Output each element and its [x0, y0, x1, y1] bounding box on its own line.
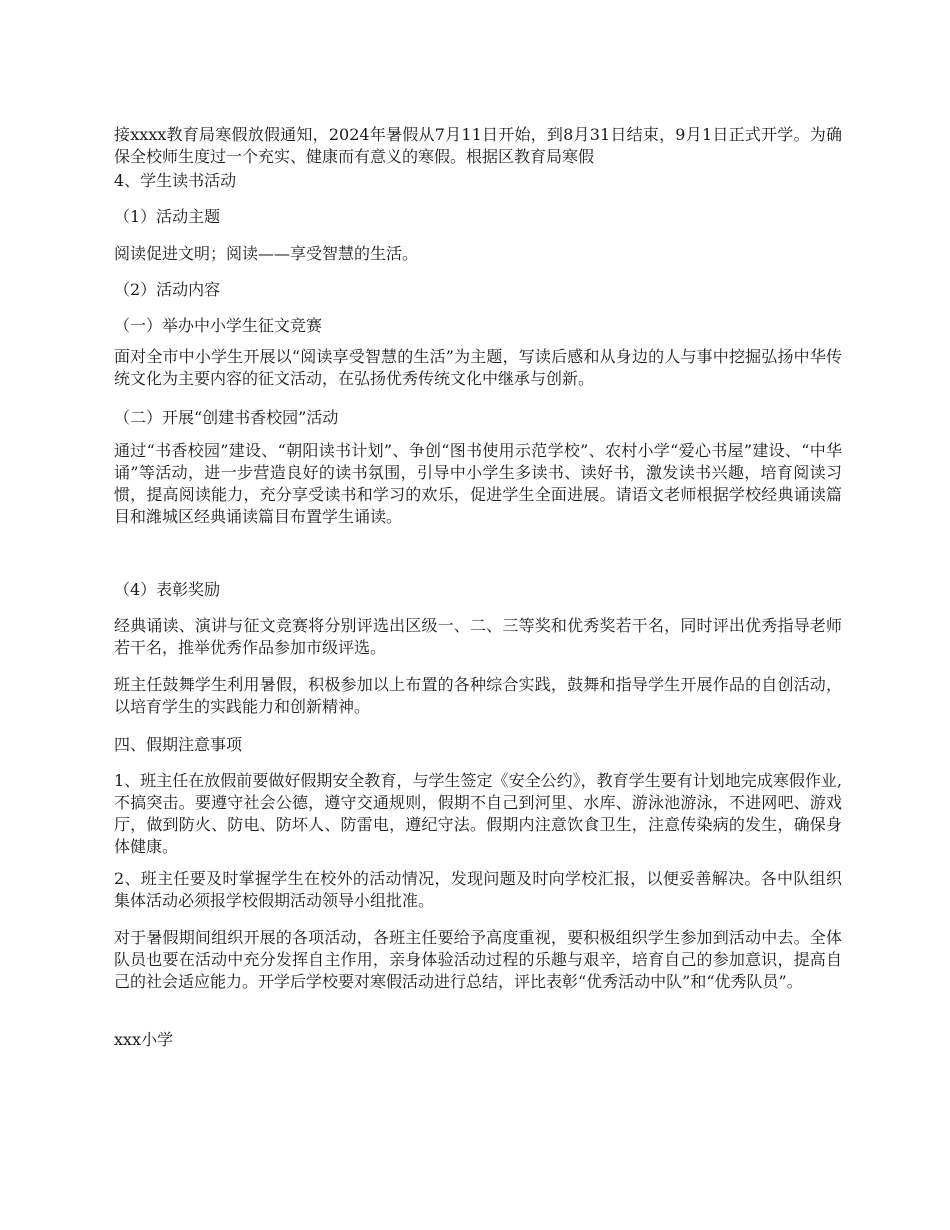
book-campus-paragraph: 通过“书香校园”建设、“朝阳读书计划”、争创“图书使用示范学校”、农村小学“爱心书屋”建设、“中华诵”等活动，进一步营造良好的读书氛围，引导中小学生多读书、读好书，激发读书兴趣，培育阅读习惯，提高阅读能力，充分享受读书和学习的欢乐，促进学生全面进展。请语文老师根据学校经典诵读篇目和潍城区经典诵读篇目布置学生诵读。 — [114, 441, 842, 526]
note-1-paragraph: 1、班主任在放假前要做好假期安全教育，与学生签定《安全公约》，教育学生要有计划地完成寒假作业,不搞突击。要遵守社会公德，遵守交通规则，假期不自己到河里、水库、游泳池游泳，不进网吧、游戏厅，做到防火、防电、防坏人、防雷电，遵纪守法。假期内注意饮食卫生，注意传染病的发生，确保身体健康。 — [114, 771, 842, 856]
practice-paragraph: 班主任鼓舞学生利用暑假，积极参加以上布置的各种综合实践，鼓舞和指导学生开展作品的自创活动，以培育学生的实践能力和创新精神。 — [114, 675, 842, 716]
subheading-activity-theme: （1）活动主题 — [114, 207, 221, 226]
intro-paragraph: 接xxxx教育局寒假放假通知，2024年暑假从7月11日开始，到8月31日结束，9月1日正式开学。为确保全校师生度过一个充实、健康而有意义的寒假。根据区教育局寒假 — [114, 125, 842, 166]
section-heading-holiday-notes: 四、假期注意事项 — [114, 735, 243, 754]
signature-school-name: xxx小学 — [114, 1030, 174, 1049]
section-heading-reading-activity: 4、学生读书活动 — [114, 171, 237, 190]
note-2-paragraph: 2、班主任要及时掌握学生在校外的活动情况，发现问题及时向学校汇报，以便妥善解决。各中队组织集体活动必须报学校假期活动领导小组批准。 — [114, 869, 842, 910]
essay-contest-paragraph: 面对全市中小学生开展以“阅读享受智慧的生活”为主题，写读后感和从身边的人与事中挖掘弘扬中华传统文化为主要内容的征文活动，在弘扬优秀传统文化中继承与创新。 — [114, 347, 842, 388]
theme-paragraph: 阅读促进文明；阅读——享受智慧的生活。 — [114, 244, 419, 263]
awards-paragraph: 经典诵读、演讲与征文竞赛将分别评选出区级一、二、三等奖和优秀奖若干名，同时评出优秀指导老师若干名，推举优秀作品参加市级评选。 — [114, 616, 842, 657]
subheading-essay-contest: （一）举办中小学生征文竞赛 — [114, 316, 323, 335]
subheading-book-campus: （二）开展“创建书香校园”活动 — [114, 408, 339, 427]
subheading-awards: （4）表彰奖励 — [114, 580, 221, 599]
subheading-activity-content: （2）活动内容 — [114, 280, 221, 299]
closing-paragraph: 对于暑假期间组织开展的各项活动，各班主任要给予高度重视，要积极组织学生参加到活动中去。全体队员也要在活动中充分发挥自主作用，亲身体验活动过程的乐趣与艰辛，培育自己的参加意识，提高自己的社会适应能力。开学后学校要对寒假活动进行总结，评比表彰“优秀活动中队”和“优秀队员”。 — [114, 928, 842, 991]
